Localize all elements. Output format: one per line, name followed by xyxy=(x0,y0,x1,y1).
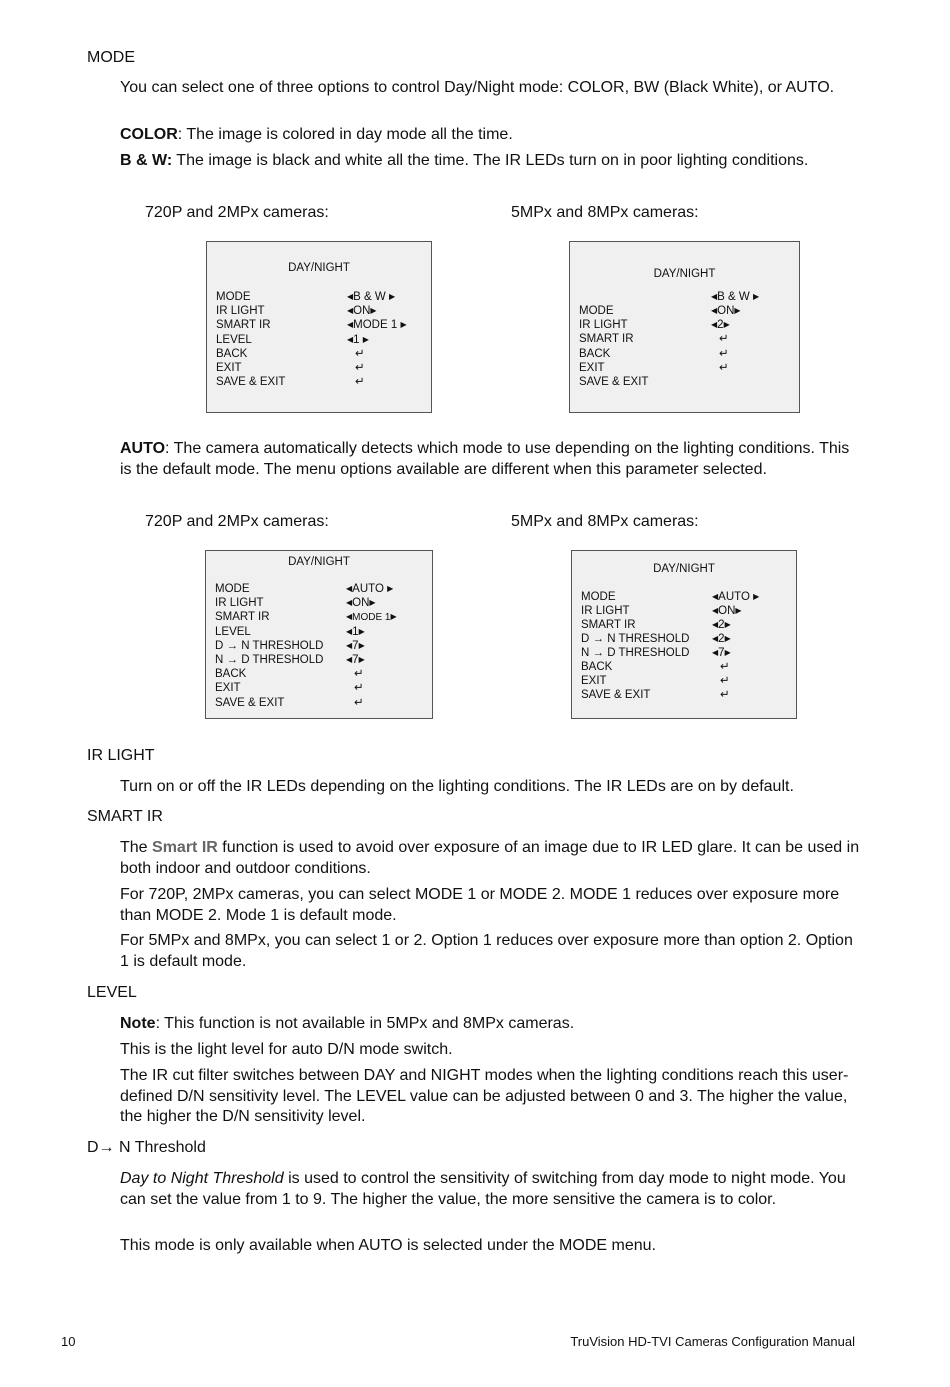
auto-description xyxy=(120,439,865,480)
menu-row-dn-threshold: D → N THRESHOLD ◀2▶ xyxy=(581,633,731,645)
arrow-left-icon: ◀ xyxy=(347,292,354,301)
manual-title: TruVision HD-TVI Cameras Configuration Manual xyxy=(570,1334,855,1349)
color-text: : The image is colored in day mode all the time. xyxy=(177,126,513,143)
menu-row-back: BACK ↵ xyxy=(579,347,729,360)
color-term: COLOR xyxy=(120,126,178,143)
menu-row-exit: EXIT ↵ xyxy=(216,361,365,374)
mode-intro: You can select one of three options to control Day/Night mode: COLOR, BW (Black White), or AUTO. xyxy=(120,79,835,96)
arrow-right-icon: ▶ xyxy=(370,306,377,316)
smart-ir-p1: The Smart IR function is used to avoid over exposure of an image due to IR LED glare. It can be used in both indoor and outdoor conditions. xyxy=(120,839,860,877)
section-heading-smart-ir: SMART IR xyxy=(87,808,163,825)
arrow-left-icon: ◀ xyxy=(711,320,718,330)
menu-row-smart-ir: SMART IR ↵ xyxy=(579,333,729,346)
dn-threshold-p1: Day to Night Threshold is used to control the sensitivity of switching from day mode to night mode. You can set the value from 1 to 9. The higher the value, the more sensitive the camera is to color. xyxy=(120,1170,846,1208)
menu-title: DAY/NIGHT xyxy=(288,556,350,568)
auto-text: : The camera automatically detects which mode to use depending on the lighting conditions. This is the default mode. The menu options available are different when this parameter selected. xyxy=(120,440,850,478)
level-p1: This is the light level for auto D/N mode switch. xyxy=(120,1041,453,1058)
arrow-right-icon: ▶ xyxy=(723,320,730,330)
menu-row-exit: EXIT ↵ xyxy=(581,675,730,687)
menu-row-level: LEVEL ◀1▶ xyxy=(215,625,365,638)
arrow-left-icon: ◀ xyxy=(711,306,718,315)
dn-threshold-p2: This mode is only available when AUTO is selected under the MODE menu. xyxy=(120,1237,656,1254)
menu-bw-2mp xyxy=(206,241,432,413)
arrow-right-icon: ▶ xyxy=(388,292,396,301)
arrow-right-icon: ▶ xyxy=(358,640,365,650)
enter-icon: ↵ xyxy=(719,347,729,360)
caption-720p-2mp-auto: 720P and 2MPx cameras: xyxy=(145,513,329,530)
arrow-left-icon: ◀ xyxy=(346,640,353,650)
menu-title: DAY/NIGHT xyxy=(653,563,715,575)
menu-row-save-exit: SAVE & EXIT xyxy=(579,375,649,388)
menu-title: DAY/NIGHT xyxy=(288,262,350,274)
arrow-left-icon: ◀ xyxy=(711,292,718,301)
enter-icon: ↵ xyxy=(720,689,730,701)
arrow-right-icon: ▶ xyxy=(752,292,760,301)
smart-ir-p3: For 5MPx and 8MPx, you can select 1 or 2. Option 1 reduces over exposure more than option 2. Option 1 is default mode. xyxy=(120,932,853,970)
menu-row-level: LEVEL ◀1 ▶ xyxy=(216,333,369,346)
menu-row-save-exit: SAVE & EXIT ↵ xyxy=(581,689,730,701)
menu-row-ir-light: IR LIGHT ◀ON▶ xyxy=(215,597,376,610)
arrow-left-icon: ◀ xyxy=(346,626,353,636)
arrow-right-icon: ▶ xyxy=(390,612,397,622)
enter-icon: ↵ xyxy=(719,333,729,346)
caption-5mp-8mp: 5MPx and 8MPx cameras: xyxy=(511,204,699,221)
arrow-left-icon: ◀ xyxy=(346,584,353,593)
menu-bw-5mp xyxy=(569,241,800,413)
menu-row-mode: MODE ◀AUTO ▶ xyxy=(215,583,394,595)
enter-icon: ↵ xyxy=(719,361,729,374)
page-number: 10 xyxy=(61,1334,76,1349)
auto-term: AUTO xyxy=(120,440,166,457)
arrow-right-icon: ▶ xyxy=(358,654,365,664)
menu-row-ir-light: IR LIGHT ◀ON▶ xyxy=(216,305,377,318)
arrow-left-icon: ◀ xyxy=(712,648,719,657)
arrow-left-icon: ◀ xyxy=(346,612,353,622)
smart-ir-p2: For 720P, 2MPx cameras, you can select MODE 1 or MODE 2. MODE 1 reduces over exposure more than MODE 2. Mode 1 is default mode. xyxy=(120,886,840,924)
bw-description xyxy=(120,151,865,172)
menu-row-mode: MODE ◀ON▶ xyxy=(579,305,741,317)
menu-row-back: BACK ↵ xyxy=(581,661,730,673)
section-heading-mode: MODE xyxy=(87,49,135,66)
menu-row-exit: EXIT ↵ xyxy=(215,682,364,695)
menu-auto-5mp xyxy=(571,550,797,719)
enter-icon: ↵ xyxy=(355,361,365,374)
caption-5mp-8mp-auto: 5MPx and 8MPx cameras: xyxy=(511,513,699,530)
menu-row-save-exit: SAVE & EXIT ↵ xyxy=(215,696,364,709)
menu-row-smart-ir: SMART IR ◀MODE 1▶ xyxy=(215,611,397,624)
menu-row-ir-light: IR LIGHT ◀2▶ xyxy=(579,319,730,332)
enter-icon: ↵ xyxy=(720,661,730,673)
arrow-left-icon: ◀ xyxy=(347,320,354,330)
arrow-left-icon: ◀ xyxy=(347,306,354,316)
menu-row-back: BACK ↵ xyxy=(216,347,365,360)
bw-term: B & W: xyxy=(120,152,173,169)
smart-ir-term: Smart IR xyxy=(152,839,218,856)
menu-row-save-exit: SAVE & EXIT ↵ xyxy=(216,376,365,389)
arrow-left-icon: ◀ xyxy=(712,620,719,629)
arrow-left-icon: ◀ xyxy=(346,598,353,608)
arrow-right-icon: ▶ xyxy=(724,648,731,657)
dn-threshold-term: Day to Night Threshold xyxy=(120,1170,284,1187)
note-term: Note xyxy=(120,1015,156,1032)
arrow-right-icon: ▶ xyxy=(724,620,731,629)
arrow-right-icon: ▶ xyxy=(387,584,394,593)
menu-row-ir-light: IR LIGHT ◀ON▶ xyxy=(581,605,742,617)
menu-row-smart-ir: SMART IR ◀2▶ xyxy=(581,619,731,631)
menu-row-nd-threshold: N → D THRESHOLD ◀7▶ xyxy=(581,647,731,659)
arrow-right-icon: ▶ xyxy=(734,306,741,315)
menu-row-dn-threshold: D → N THRESHOLD ◀7▶ xyxy=(215,639,365,652)
arrow-left-icon: ◀ xyxy=(712,606,719,615)
level-note: Note: This function is not available in 5MPx and 8MPx cameras. xyxy=(120,1015,575,1032)
section-heading-dn-threshold: D→ N Threshold xyxy=(87,1139,206,1156)
arrow-right-icon: ▶ xyxy=(369,598,376,608)
caption-720p-2mp: 720P and 2MPx cameras: xyxy=(145,204,329,221)
enter-icon: ↵ xyxy=(354,682,364,695)
level-p2: The IR cut filter switches between DAY and NIGHT modes when the lighting conditions reach this user-defined D/N sensitivity level. The LEVEL value can be adjusted between 0 and 3. The higher the value, the higher the D/N sensitivity level. xyxy=(120,1067,849,1126)
menu-row-smart-ir: SMART IR ◀MODE 1 ▶ xyxy=(216,319,407,332)
menu-row-mode: MODE ◀B & W ▶ xyxy=(216,291,396,303)
arrow-left-icon: ◀ xyxy=(712,592,719,601)
enter-icon: ↵ xyxy=(720,675,730,687)
arrow-right-icon: ▶ xyxy=(358,626,365,636)
enter-icon: ↵ xyxy=(355,347,365,360)
arrow-left-icon: ◀ xyxy=(712,634,719,643)
menu-row-mode-value: ◀B & W ▶ xyxy=(711,291,760,303)
enter-icon: ↵ xyxy=(354,696,364,709)
arrow-right-icon: ▶ xyxy=(400,320,407,330)
arrow-left-icon: ◀ xyxy=(346,654,353,664)
arrow-left-icon: ◀ xyxy=(347,334,354,344)
section-heading-ir-light: IR LIGHT xyxy=(87,747,155,764)
menu-row-back: BACK ↵ xyxy=(215,668,364,681)
section-heading-level: LEVEL xyxy=(87,984,137,1001)
menu-row-nd-threshold: N → D THRESHOLD ◀7▶ xyxy=(215,653,365,666)
arrow-right-icon: ▶ xyxy=(362,334,369,344)
enter-icon: ↵ xyxy=(354,668,364,681)
arrow-right-icon: ▶ xyxy=(753,592,760,601)
bw-text: The image is black and white all the time. The IR LEDs turn on in poor lighting conditions. xyxy=(172,152,809,169)
menu-row-mode: MODE ◀AUTO ▶ xyxy=(581,591,760,603)
arrow-right-icon: ▶ xyxy=(735,606,742,615)
enter-icon: ↵ xyxy=(355,376,365,389)
menu-row-exit: EXIT ↵ xyxy=(579,361,729,374)
menu-title: DAY/NIGHT xyxy=(653,268,716,280)
color-description xyxy=(120,125,865,146)
arrow-right-icon: ▶ xyxy=(724,634,731,643)
ir-light-text: Turn on or off the IR LEDs depending on the lighting conditions. The IR LEDs are on by default. xyxy=(120,778,794,795)
menu-auto-2mp xyxy=(205,550,433,719)
